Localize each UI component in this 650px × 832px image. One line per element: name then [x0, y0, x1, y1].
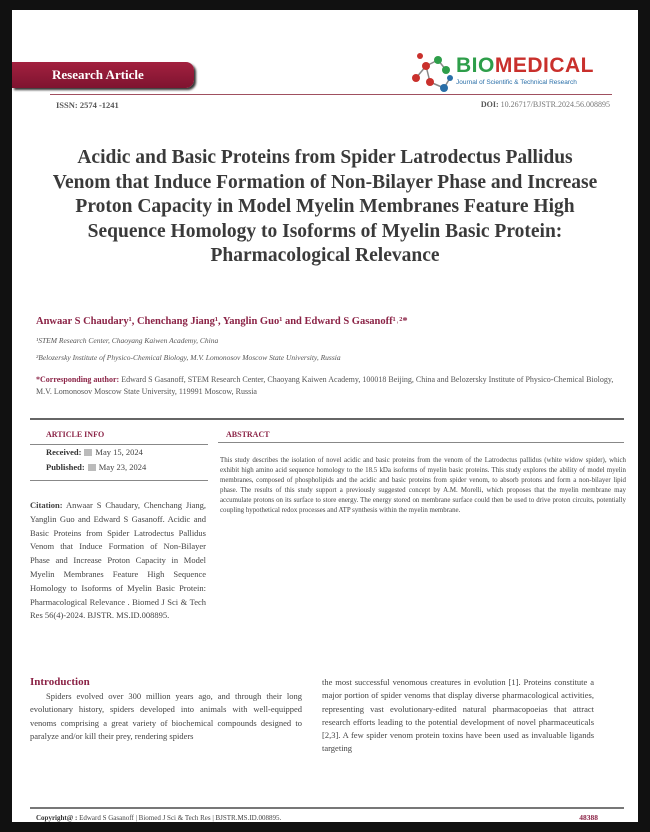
- document-page: [12, 10, 638, 822]
- abstract-heading: ABSTRACT: [226, 430, 270, 439]
- article-info-heading: ARTICLE INFO: [46, 430, 105, 439]
- molecule-logo-icon: [408, 48, 454, 98]
- issn: ISSN: 2574 -1241: [56, 100, 119, 110]
- copyright-label: Copyright@ :: [36, 814, 78, 822]
- calendar-icon: [84, 449, 92, 456]
- copyright-text: Edward S Gasanoff | Biomed J Sci & Tech Res | BJSTR.MS.ID.008895.: [77, 814, 282, 822]
- introduction-right-column: the most successful venomous creatures in evolution [1]. Proteins constitute a major portion of spider venoms that display diverse pharmacological activities, representing vast evolutionary-edited natural pharmacopoeias that attract research efforts leading to the potential development of novel pharmaceuticals [2,3]. A few spider venom protein toxins have been used as invaluable ligands targeting: [322, 677, 594, 754]
- affiliation-1: ¹STEM Research Center, Chaoyang Kaiwen Academy, China: [36, 336, 219, 345]
- published-label: Published:: [46, 462, 85, 472]
- doi: [481, 100, 610, 109]
- citation: [30, 499, 206, 623]
- divider: [30, 480, 208, 481]
- abstract-text: This study describes the isolation of novel acidic and basic proteins from the venom of the Latrodectus pallidus (white widow spider), which exhibit high amino acid sequence homology to the 18.5 kDa isoforms of myelin basic proteins. This study explores the ability of model myelin membranes, composed of phospholipids and the acidic and basic proteins from spider venom, to absorb protons and form a non-bilayer lipid phase. The results of this study support a previously suggested concept by A.M. Morelli, which proposes that the myelin membrane may accumulate protons on its surface to store energy. The energy stored on membrane surface could then be used to drive proton circuits, potentially coupling hypothetical redox processes and ATP synthesis within the myelin membrane.: [220, 457, 626, 514]
- received-value: May 15, 2024: [95, 447, 143, 457]
- published-date: [46, 462, 146, 472]
- affiliation-2: ²Belozersky Institute of Physico-Chemical Biology, M.V. Lomonosov Moscow State University, Russia: [36, 353, 341, 362]
- received-date: [46, 447, 143, 457]
- received-label: Received:: [46, 447, 82, 457]
- divider: [30, 807, 624, 809]
- introduction-heading: Introduction: [30, 676, 90, 688]
- published-value: May 23, 2024: [98, 462, 147, 472]
- divider: [50, 94, 612, 95]
- corresponding-author: [36, 374, 626, 398]
- doi-label: DOI:: [480, 100, 499, 109]
- citation-text: Anwaar S Chaudary, Chenchang Jiang, Yanglin Guo and Edward S Gasanoff. Acidic and Basic Proteins from Spider Latrodectus Pallidus Venom that Induce Formation of Non-Bilayer Phase and Increase Proton Capacity in Model Myelin Membranes Feature High Sequence Homology to Isoforms of Myelin Basic Protein: Pharmacological Relevance . Biomed J Sci & Tech Res 56(4)-2024. BJSTR. MS.ID.008895.: [30, 500, 206, 621]
- citation-label: Citation:: [30, 500, 63, 510]
- logo-subtitle: Journal of Scientific & Technical Research: [456, 79, 577, 86]
- authors: Anwaar S Chaudary¹, Chenchang Jiang¹, Yanglin Guo¹ and Edward S Gasanoff¹˒²*: [36, 316, 408, 327]
- introduction-left-column: Spiders evolved over 300 million years ago, and through their long evolutionary history, spiders developed into animals with well-equipped venoms comprising a great variety of biochemical compounds designed to paralyze and/or kill their prey, rendering spiders: [30, 691, 302, 741]
- footer-copyright: [36, 814, 281, 822]
- article-type-banner: Research Article: [12, 62, 194, 88]
- journal-logo: [408, 48, 608, 98]
- logo-word-bio: BIO: [456, 54, 495, 77]
- calendar-icon: [88, 464, 96, 471]
- divider: [218, 442, 624, 443]
- page-number: 48388: [579, 813, 598, 822]
- logo-word-medical: MEDICAL: [494, 54, 595, 77]
- doi-link[interactable]: 10.26717/BJSTR.2024.56.008895: [500, 100, 610, 109]
- corresponding-text: Edward S Gasanoff, STEM Research Center, Chaoyang Kaiwen Academy, 100018 Beijing, China and Belozersky Institute of Physico-Chemical Biology, M.V. Lomonosov Moscow State University, 119991 Moscow, Russia: [36, 375, 614, 396]
- corresponding-label: *Corresponding author:: [36, 375, 120, 384]
- divider: [30, 418, 624, 420]
- article-title: Acidic and Basic Proteins from Spider Latrodectus Pallidus Venom that Induce Formation of Non-Bilayer Phase and Increase Proton Capacity in Model Myelin Membranes Feature High Sequence Homology to Isoforms of Myelin Basic Protein: Pharmacological Relevance: [52, 147, 598, 266]
- divider: [30, 444, 208, 445]
